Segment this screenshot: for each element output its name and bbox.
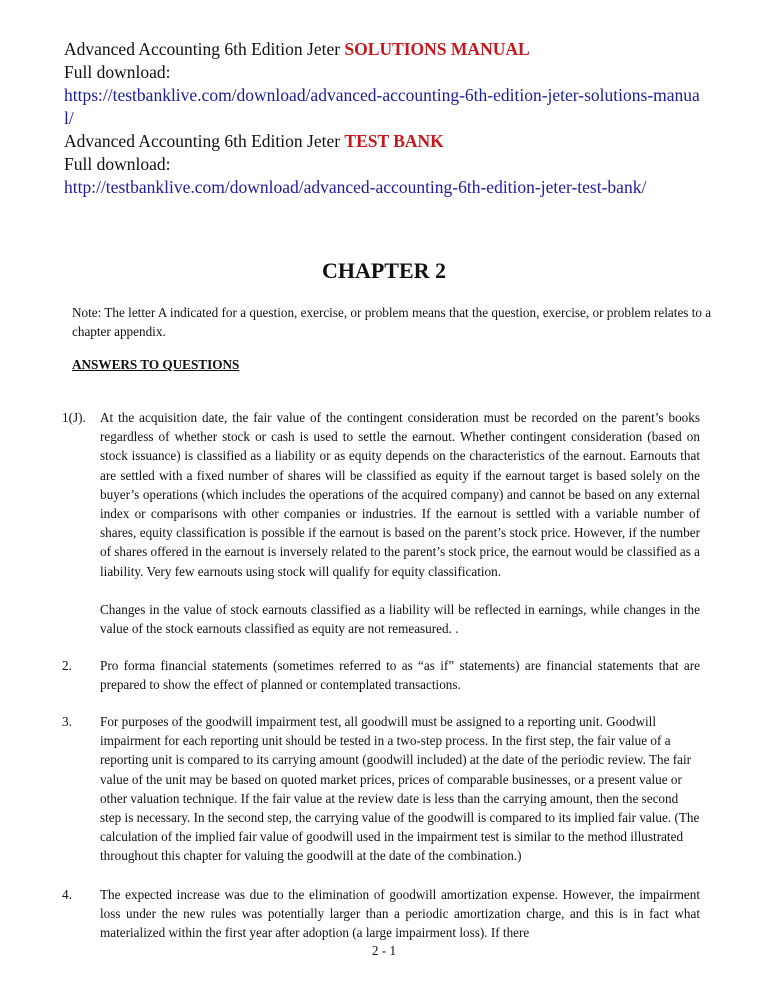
question-answer-3 [62, 712, 700, 866]
test-bank-title [64, 130, 714, 153]
solutions-manual-title [64, 38, 714, 61]
test-bank-label: TEST BANK [344, 131, 444, 151]
page-number: 2 - 1 [371, 943, 397, 958]
section-heading: ANSWERS TO QUESTIONS [72, 357, 240, 372]
chapter-title: CHAPTER 2 [321, 258, 447, 283]
full-download-label: Full download: [64, 154, 171, 174]
appendix-note: Note: The letter A indicated for a question, exercise, or problem means that the question, exercise, or problem relates to a chapter appendix. [72, 305, 712, 339]
answer-paragraph: The expected increase was due to the elimination of goodwill amortization expense. However, the impairment loss under the new rules was potentially larger than a periodic amortization charge, and this is in fact what materialized within the first year after adoption (a large impairment loss). If there [100, 887, 700, 941]
question-answer-4 [62, 885, 700, 943]
question-number: 2. [62, 658, 72, 673]
answer-paragraph: For purposes of the goodwill impairment test, all goodwill must be assigned to a reporting unit. Goodwill impairment for each reporting unit should be tested in a two-step process. In the first step, the fair value of a reporting unit is compared to its carrying amount (goodwill included) at the date of the periodic review. The fair value of the unit may be based on quoted market prices, prices of comparable businesses, or a present value or other valuation technique. If the fair value at the review date is less than the carrying amount, then the second step is necessary. In the second step, the carrying value of the goodwill is compared to its implied fair value. (The calculation of the implied fair value of goodwill used in the impairment test is similar to the method illustrated throughout this chapter for valuing the goodwill at the date of the combination.) [100, 714, 700, 864]
test-bank-link[interactable]: http://testbanklive.com/download/advanced-accounting-6th-edition-jeter-test-bank/ [64, 177, 647, 197]
answer-body [100, 712, 700, 866]
answer-body [100, 408, 700, 638]
solutions-manual-link[interactable]: https://testbanklive.com/download/advanced-accounting-6th-edition-jeter-solutions-manual/ [64, 85, 700, 128]
question-answer-1 [62, 408, 700, 638]
answer-paragraph: Pro forma financial statements (sometimes referred to as “as if” statements) are financial statements that are prepared to show the effect of planned or contemplated transactions. [100, 658, 700, 693]
answer-body [100, 885, 700, 943]
answer-paragraph: At the acquisition date, the fair value of the contingent consideration must be recorded on the parent’s books regardless of whether stock or cash is used to settle the earnout. Whether contingent consideration (based on stock issuance) is classified as a liability or as equity depends on the characteristics of the earnout. Earnouts that are settled with a fixed number of shares will be classified as equity if the earnout target is based solely on the buyer’s operations (which includes the operations of the acquired company) and cannot be based on any external index or comparisons with other companies or industries. If the earnout is settled with a variable number of shares, equity classification is possible if the earnout is based on the parent’s stock price. However, if the number of shares offered in the earnout is inversely related to the parent’s stock price, the earnout would be classified as a liability. Very few earnouts using stock will qualify for equity classification. [100, 410, 700, 579]
answer-body [100, 656, 700, 694]
question-number: 1(J). [62, 410, 86, 425]
question-number: 3. [62, 714, 72, 729]
title-text: Advanced Accounting 6th Edition Jeter [64, 131, 345, 151]
title-text: Advanced Accounting 6th Edition Jeter [64, 39, 345, 59]
question-answer-2 [62, 656, 700, 694]
full-download-label: Full download: [64, 62, 171, 82]
question-number: 4. [62, 887, 72, 902]
download-header [64, 38, 714, 199]
answer-paragraph: Changes in the value of stock earnouts classified as a liability will be reflected in earnings, while changes in the value of the stock earnouts classified as equity are not remeasured. . [100, 601, 700, 637]
solutions-manual-label: SOLUTIONS MANUAL [344, 39, 530, 59]
